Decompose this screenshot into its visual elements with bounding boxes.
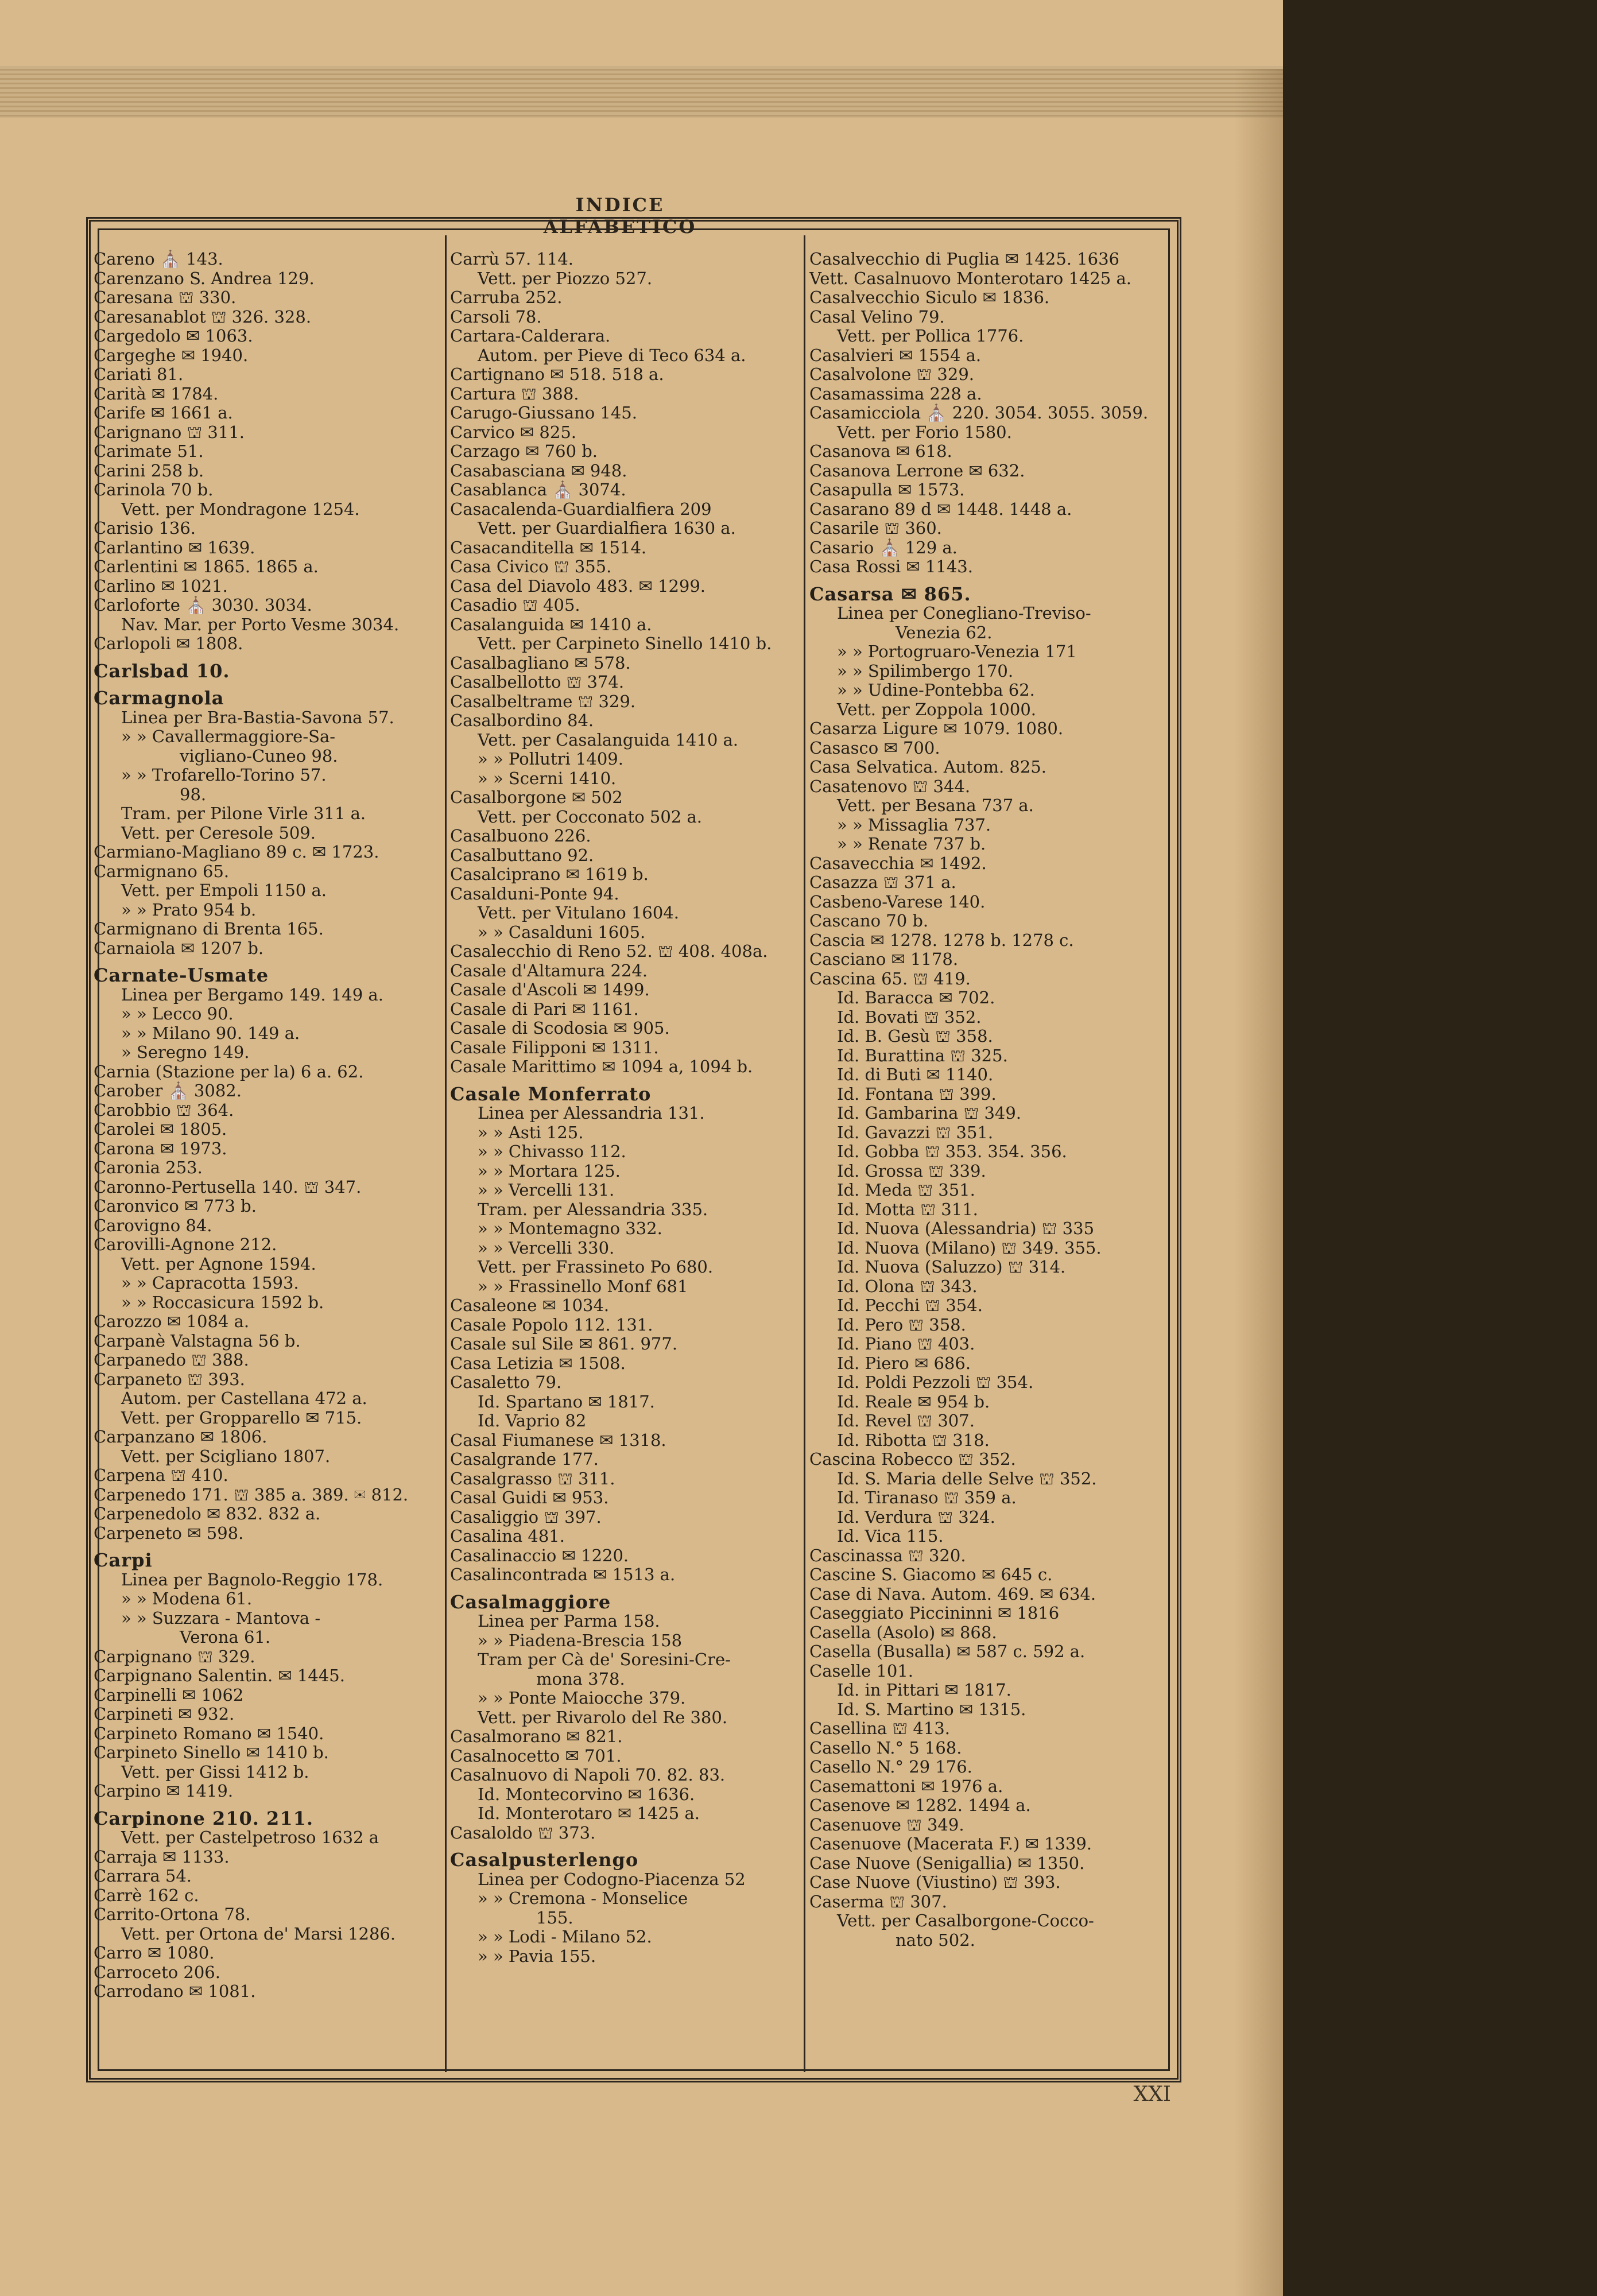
index-entry: Carpena ⛫ 410.	[94, 1466, 228, 1485]
index-entry: Id. Vaprio 82	[478, 1411, 587, 1430]
index-entry: Autom. per Pieve di Teco 634 a.	[478, 346, 746, 365]
index-entry: Carpenedo 171. ⛫ 385 a. 389. ✉ 812.	[94, 1485, 409, 1504]
index-entry: Case di Nava. Autom. 469. ✉ 634.	[809, 1584, 1096, 1604]
index-entry: Carisio 136.	[94, 519, 196, 538]
index-entry: Caronvico ✉ 773 b.	[94, 1197, 257, 1216]
index-entry: Casalincontrada ✉ 1513 a.	[450, 1565, 676, 1584]
index-entry: Cargeghe ✉ 1940.	[94, 346, 249, 365]
index-entry: Casbeno-Varese 140.	[809, 892, 986, 912]
index-entry: Cascina 65. ⛫ 419.	[809, 969, 971, 988]
index-entry: Linea per Conegliano-Treviso-	[837, 604, 1091, 623]
index-entry: Casapulla ✉ 1573.	[809, 480, 965, 499]
index-entry: Casalvecchio Siculo ✉ 1836.	[809, 288, 1050, 307]
index-entry: Carini 258 b.	[94, 461, 204, 480]
index-entry: Casadio ⛫ 405.	[450, 596, 580, 615]
index-entry: Vett. per Rivarolo del Re 380.	[478, 1708, 728, 1727]
index-entry: Cartara-Calderara.	[450, 327, 611, 346]
index-entry: Carpanè Valstagna 56 b.	[94, 1331, 301, 1351]
index-entry: Casa del Diavolo 483. ✉ 1299.	[450, 576, 706, 596]
index-entry: Tram per Cà de' Soresini-Cre-	[478, 1650, 731, 1669]
index-entry: Cartura ⛫ 388.	[450, 384, 579, 404]
index-entry: Id. Monterotaro ✉ 1425 a.	[478, 1804, 700, 1823]
index-column-3	[809, 250, 1160, 1950]
index-entry: » » Pollutri 1409.	[478, 750, 623, 769]
index-entry: Caresana ⛫ 330.	[94, 288, 237, 307]
index-entry: Carpaneto ⛫ 393.	[94, 1370, 245, 1389]
index-entry: Casasco ✉ 700.	[809, 738, 940, 758]
index-entry: Vett. per Forio 1580.	[837, 422, 1012, 442]
index-entry: Casacalenda-Guardialfiera 209	[450, 499, 712, 519]
index-entry: Casarano 89 d ✉ 1448. 1448 a.	[809, 499, 1072, 519]
index-entry: » » Lecco 90.	[121, 1004, 234, 1023]
index-entry: Id. Vica 115.	[837, 1527, 944, 1546]
index-entry: Id. Olona ⛫ 343.	[837, 1277, 978, 1296]
index-entry: Tram. per Pilone Virle 311 a.	[121, 804, 366, 823]
column-separator	[804, 235, 805, 2072]
index-entry: Carpineto Romano ✉ 1540.	[94, 1724, 324, 1743]
index-heading: Casale Monferrato	[450, 1084, 652, 1104]
index-entry: Casarza Ligure ✉ 1079. 1080.	[809, 719, 1064, 738]
index-entry: » » Scerni 1410.	[478, 769, 617, 788]
index-entry: » » Portogruaro-Venezia 171	[837, 642, 1077, 661]
index-entry: Casalnocetto ✉ 701.	[450, 1746, 622, 1766]
index-entry: Carpignano ⛫ 329.	[94, 1647, 255, 1666]
index-entry: Autom. per Castellana 472 a.	[121, 1389, 367, 1408]
index-entry: Casalbordino 84.	[450, 711, 594, 730]
index-entry: Casale Marittimo ✉ 1094 a, 1094 b.	[450, 1057, 753, 1076]
index-entry: Cascinassa ⛫ 320.	[809, 1546, 966, 1565]
index-entry: » » Cavallermaggiore-Sa-	[121, 727, 336, 746]
index-entry: Carrito-Ortona 78.	[94, 1905, 251, 1924]
index-entry: Caseggiato Piccininni ✉ 1816	[809, 1604, 1060, 1623]
index-entry: Casello N.° 5 168.	[809, 1738, 962, 1758]
index-entry: Casale d'Ascoli ✉ 1499.	[450, 980, 650, 999]
index-entry: Id. Montecorvino ✉ 1636.	[478, 1785, 695, 1804]
index-entry: Carpanedo ⛫ 388.	[94, 1351, 249, 1370]
index-entry: Id. Nuova (Milano) ⛫ 349. 355.	[837, 1238, 1102, 1258]
index-entry: » » Renate 737 b.	[837, 835, 986, 854]
index-entry: Vett. per Zoppola 1000.	[837, 700, 1036, 719]
index-entry: Id. Poldi Pezzoli ⛫ 354.	[837, 1373, 1034, 1392]
index-entry: Casemattoni ✉ 1976 a.	[809, 1777, 1003, 1796]
index-entry: Casellina ⛫ 413.	[809, 1719, 950, 1738]
index-entry: Carozzo ✉ 1084 a.	[94, 1312, 250, 1331]
index-entry: Id. Gambarina ⛫ 349.	[837, 1104, 1022, 1123]
index-entry: Carlantino ✉ 1639.	[94, 538, 255, 557]
index-entry: Carruba 252.	[450, 288, 563, 307]
index-entry: 98.	[180, 785, 207, 804]
index-entry: Carrodano ✉ 1081.	[94, 1982, 256, 2001]
index-entry: Vett. per Casalborgone-Cocco-	[837, 1911, 1094, 1930]
index-entry: Nav. Mar. per Porto Vesme 3034.	[121, 615, 400, 634]
index-entry: Id. Bovati ⛫ 352.	[837, 1007, 982, 1027]
index-entry: Cascano 70 b.	[809, 912, 929, 930]
index-entry: Cargedolo ✉ 1063.	[94, 327, 253, 346]
index-entry: Casalvecchio di Puglia ✉ 1425. 1636	[809, 250, 1120, 269]
index-entry: Carrara 54.	[94, 1867, 192, 1886]
index-entry: Casarile ⛫ 360.	[809, 519, 942, 538]
index-entry: Carinola 70 b.	[94, 480, 214, 499]
index-entry: Id. Nuova (Alessandria) ⛫ 335	[837, 1219, 1095, 1238]
index-entry: Casello N.° 29 176.	[809, 1758, 972, 1777]
index-entry: » » Prato 954 b.	[121, 900, 257, 920]
index-entry: Verona 61.	[180, 1628, 271, 1647]
index-entry: Casaliggio ⛫ 397.	[450, 1507, 602, 1527]
index-entry: Casal Fiumanese ✉ 1318.	[450, 1430, 666, 1450]
index-entry: Vett. per Agnone 1594.	[121, 1254, 316, 1274]
index-entry: Id. Gobba ⛫ 353. 354. 356.	[837, 1142, 1067, 1161]
index-entry: Casalbellotto ⛫ 374.	[450, 673, 625, 692]
index-entry: Id. Tiranaso ⛫ 359 a.	[837, 1488, 1017, 1507]
index-entry: Casalecchio di Reno 52. ⛫ 408. 408a.	[450, 942, 768, 961]
index-entry: Casalgrande 177.	[450, 1450, 599, 1469]
index-entry: Vett. per Guardialfiera 1630 a.	[478, 519, 736, 538]
index-entry: Vett. per Casalanguida 1410 a.	[478, 730, 739, 750]
index-entry: nato 502.	[896, 1930, 975, 1950]
index-entry: Casalbuttano 92.	[450, 846, 594, 865]
index-entry: Casale di Scodosia ✉ 905.	[450, 1019, 670, 1038]
index-entry: Id. Burattina ⛫ 325.	[837, 1046, 1008, 1065]
index-entry: Carità ✉ 1784.	[94, 384, 219, 404]
index-entry: Casalbuono 226.	[450, 827, 591, 846]
index-entry: Id. S. Martino ✉ 1315.	[837, 1700, 1026, 1719]
index-entry: » » Suzzara - Mantova -	[121, 1608, 321, 1628]
index-entry: Casal Guidi ✉ 953.	[450, 1488, 609, 1507]
page-number: XXI	[1133, 2082, 1171, 2106]
index-entry: 155.	[536, 1908, 573, 1927]
index-entry: » Seregno 149.	[121, 1043, 250, 1062]
index-entry: Casavecchia ✉ 1492.	[809, 854, 987, 873]
index-heading: Carpi	[94, 1551, 153, 1570]
index-entry: Casale di Pari ✉ 1161.	[450, 999, 639, 1019]
index-entry: Casa Letizia ✉ 1508.	[450, 1353, 626, 1373]
index-entry: » » Ponte Maiocche 379.	[478, 1689, 686, 1708]
index-entry: Casale sul Sile ✉ 861. 977.	[450, 1335, 678, 1353]
index-entry: Vett. per Castelpetroso 1632 a	[121, 1828, 379, 1847]
index-entry: Casalvolone ⛫ 329.	[809, 365, 974, 384]
index-column-2	[450, 250, 800, 1966]
index-entry: vigliano-Cuneo 98.	[180, 746, 338, 766]
index-entry: Carife ✉ 1661 a.	[94, 404, 233, 422]
index-entry: Carnaiola ✉ 1207 b.	[94, 938, 264, 958]
index-entry: Vett. per Ceresole 509.	[121, 823, 316, 843]
index-entry: Vett. Casalnuovo Monterotaro 1425 a.	[809, 269, 1131, 288]
index-entry: Casalanguida ✉ 1410 a.	[450, 615, 652, 634]
index-entry: Casalgrasso ⛫ 311.	[450, 1469, 615, 1488]
index-entry: Casamicciola ⛪ 220. 3054. 3055. 3059.	[809, 404, 1149, 422]
index-entry: Casalina 481.	[450, 1527, 565, 1546]
index-entry: Casario ⛪ 129 a.	[809, 538, 958, 557]
index-entry: Cascia ✉ 1278. 1278 b. 1278 c.	[809, 930, 1074, 950]
index-entry: » » Pavia 155.	[478, 1946, 596, 1966]
index-entry: Casazza ⛫ 371 a.	[809, 873, 956, 892]
index-entry: Carpenedolo ✉ 832. 832 a.	[94, 1504, 321, 1523]
stacked-page-edges	[0, 66, 1283, 118]
index-entry: Carignano ⛫ 311.	[94, 422, 245, 442]
index-entry: Linea per Bergamo 149. 149 a.	[121, 985, 383, 1004]
index-entry: » » Capracotta 1593.	[121, 1274, 299, 1293]
index-entry: Vett. per Carpineto Sinello 1410 b.	[478, 634, 772, 653]
index-entry: Casalmorano ✉ 821.	[450, 1727, 623, 1746]
index-entry: Casella (Busalla) ✉ 587 c. 592 a.	[809, 1642, 1086, 1661]
index-entry: Carugo-Giussano 145.	[450, 404, 637, 422]
index-entry: Casale Filipponi ✉ 1311.	[450, 1038, 659, 1057]
index-entry: Id. Piero ✉ 686.	[837, 1353, 971, 1373]
index-entry: Id. Piano ⛫ 403.	[837, 1335, 975, 1353]
index-entry: Carnia (Stazione per la) 6 a. 62.	[94, 1062, 364, 1081]
index-entry: Id. Grossa ⛫ 339.	[837, 1161, 986, 1181]
index-entry: Id. Meda ⛫ 351.	[837, 1181, 975, 1200]
index-entry: » » Chivasso 112.	[478, 1142, 626, 1161]
index-entry: » » Frassinello Monf 681	[478, 1277, 688, 1296]
index-entry: Id. di Buti ✉ 1140.	[837, 1065, 994, 1084]
index-entry: » » Udine-Pontebba 62.	[837, 681, 1035, 700]
index-heading: Carlsbad 10.	[94, 661, 230, 681]
index-entry: Carsoli 78.	[450, 307, 542, 327]
index-entry: Vett. per Scigliano 1807.	[121, 1446, 331, 1466]
index-entry: Casablanca ⛪ 3074.	[450, 480, 626, 499]
index-entry: mona 378.	[536, 1669, 625, 1689]
index-entry: Carpeneto ✉ 598.	[94, 1523, 244, 1543]
index-entry: » » Asti 125.	[478, 1123, 584, 1142]
index-entry: Casaleone ✉ 1034.	[450, 1296, 610, 1315]
index-entry: Casal Velino 79.	[809, 307, 945, 327]
index-entry: Casacanditella ✉ 1514.	[450, 538, 647, 557]
index-entry: Carmiano-Magliano 89 c. ✉ 1723.	[94, 843, 379, 862]
index-entry: Id. Verdura ⛫ 324.	[837, 1507, 995, 1527]
index-entry: Carrù 57. 114.	[450, 250, 574, 269]
index-column-1	[94, 250, 444, 2002]
index-entry: Cascine S. Giacomo ✉ 645 c.	[809, 1565, 1053, 1584]
index-entry: Id. Nuova (Saluzzo) ⛫ 314.	[837, 1258, 1066, 1277]
index-entry: Careno ⛪ 143.	[94, 250, 223, 269]
index-entry: Vett. per Cocconato 502 a.	[478, 807, 702, 827]
index-entry: Carobbio ⛫ 364.	[94, 1100, 234, 1120]
index-entry: Id. Pero ⛫ 358.	[837, 1315, 966, 1335]
index-entry: » » Piadena-Brescia 158	[478, 1631, 683, 1650]
index-entry: Caresanablot ⛫ 326. 328.	[94, 307, 312, 327]
index-entry: Tram. per Alessandria 335.	[478, 1200, 708, 1219]
index-heading: Casalmaggiore	[450, 1592, 611, 1612]
index-entry: Linea per Bra-Bastia-Savona 57.	[121, 708, 394, 727]
index-heading: Carnate-Usmate	[94, 966, 269, 986]
index-entry: Id. Motta ⛫ 311.	[837, 1200, 978, 1219]
index-entry: Casamassima 228 a.	[809, 384, 982, 404]
index-entry: Id. Pecchi ⛫ 354.	[837, 1296, 983, 1315]
index-entry: Casalbeltrame ⛫ 329.	[450, 692, 636, 711]
index-entry: Id. Baracca ✉ 702.	[837, 988, 995, 1007]
index-entry: Id. in Pittari ✉ 1817.	[837, 1681, 1011, 1700]
index-entry: Carzago ✉ 760 b.	[450, 442, 598, 461]
index-entry: Vett. per Piozzo 527.	[478, 269, 653, 288]
index-entry: Casabasciana ✉ 948.	[450, 461, 627, 480]
index-entry: Vett. per Gissi 1412 b.	[121, 1762, 309, 1782]
page-header: INDICE ALFABETICO	[543, 194, 697, 238]
index-entry: Carlentini ✉ 1865. 1865 a.	[94, 557, 319, 576]
index-entry: Carlopoli ✉ 1808.	[94, 634, 243, 653]
index-entry: » » Vercelli 330.	[478, 1238, 615, 1258]
index-entry: Id. B. Gesù ⛫ 358.	[837, 1027, 993, 1046]
index-entry: Carona ✉ 1973.	[94, 1139, 227, 1158]
index-entry: Carpanzano ✉ 1806.	[94, 1428, 268, 1446]
index-heading: Casarsa ✉ 865.	[809, 584, 971, 604]
page-gutter-shadow	[1234, 69, 1283, 2296]
index-entry: Casalduni-Ponte 94.	[450, 884, 619, 903]
index-entry: Carmignano di Brenta 165.	[94, 920, 324, 938]
index-entry: Linea per Bagnolo-Reggio 178.	[121, 1570, 383, 1589]
index-entry: Carpino ✉ 1419.	[94, 1782, 234, 1801]
index-entry: Cariati 81.	[94, 365, 184, 384]
index-entry: Casale Popolo 112. 131.	[450, 1315, 653, 1335]
index-entry: Casenuove (Macerata F.) ✉ 1339.	[809, 1835, 1092, 1853]
index-entry: Casatenovo ⛫ 344.	[809, 777, 971, 796]
index-entry: Vett. per Ortona de' Marsi 1286.	[121, 1924, 396, 1944]
index-entry: » » Vercelli 131.	[478, 1181, 615, 1200]
index-entry: Vett. per Mondragone 1254.	[121, 499, 360, 519]
index-entry: Id. Spartano ✉ 1817.	[478, 1392, 655, 1411]
index-entry: Casalinaccio ✉ 1220.	[450, 1546, 629, 1565]
index-entry: Carenzano S. Andrea 129.	[94, 269, 315, 288]
index-entry: Carlino ✉ 1021.	[94, 576, 228, 596]
index-entry: Carloforte ⛪ 3030. 3034.	[94, 596, 312, 615]
index-heading: Carpinone 210. 211.	[94, 1809, 313, 1828]
index-entry: Vett. per Empoli 1150 a.	[121, 881, 327, 900]
index-entry: Casa Rossi ✉ 1143.	[809, 557, 973, 576]
index-entry: » » Mortara 125.	[478, 1161, 621, 1181]
column-separator	[445, 235, 447, 2072]
index-entry: Carroceto 206.	[94, 1963, 220, 1982]
index-entry: Vett. per Pollica 1776.	[837, 327, 1024, 346]
index-entry: Casale d'Altamura 224.	[450, 961, 648, 980]
index-entry: Carvico ✉ 825.	[450, 422, 577, 442]
index-entry: Carovigno 84.	[94, 1216, 212, 1235]
index-entry: Id. Revel ⛫ 307.	[837, 1411, 975, 1430]
index-entry: Linea per Alessandria 131.	[478, 1104, 705, 1123]
index-entry: Casella (Asolo) ✉ 868.	[809, 1623, 997, 1642]
index-entry: Caserma ⛫ 307.	[809, 1892, 947, 1911]
index-entry: Linea per Codogno-Piacenza 52	[478, 1870, 746, 1889]
index-entry: Carober ⛪ 3082.	[94, 1081, 242, 1100]
index-entry: Id. Gavazzi ⛫ 351.	[837, 1123, 994, 1142]
index-entry: » » Montemagno 332.	[478, 1219, 662, 1238]
index-entry: » » Roccasicura 1592 b.	[121, 1293, 324, 1312]
index-entry: Vett. per Gropparello ✉ 715.	[121, 1408, 362, 1428]
index-entry: Carpineto Sinello ✉ 1410 b.	[94, 1743, 329, 1762]
index-entry: Id. Ribotta ⛫ 318.	[837, 1430, 990, 1450]
index-entry: Casanova ✉ 618.	[809, 442, 952, 461]
index-entry: Casalnuovo di Napoli 70. 82. 83.	[450, 1766, 726, 1785]
index-heading: Carmagnola	[94, 689, 224, 708]
index-entry: Casanova Lerrone ✉ 632.	[809, 461, 1025, 480]
index-entry: Carro ✉ 1080.	[94, 1944, 215, 1963]
index-entry: Casaloldo ⛫ 373.	[450, 1823, 596, 1843]
index-entry: Carmignano 65.	[94, 862, 230, 881]
index-entry: » » Modena 61.	[121, 1589, 253, 1608]
index-entry: Casa Selvatica. Autom. 825.	[809, 758, 1046, 777]
index-entry: Id. S. Maria delle Selve ⛫ 352.	[837, 1469, 1097, 1488]
index-entry: » » Lodi - Milano 52.	[478, 1927, 652, 1946]
index-entry: Linea per Parma 158.	[478, 1612, 660, 1631]
index-entry: Id. Fontana ⛫ 399.	[837, 1084, 997, 1104]
index-entry: » » Casalduni 1605.	[478, 922, 646, 942]
index-entry: Venezia 62.	[896, 623, 993, 642]
background-dark	[1283, 0, 1597, 2296]
index-entry: Caronia 253.	[94, 1158, 203, 1177]
index-entry: Carrè 162 c.	[94, 1886, 199, 1905]
index-entry: Vett. per Frassineto Po 680.	[478, 1258, 714, 1277]
index-entry: Casciano ✉ 1178.	[809, 950, 959, 969]
index-entry: Casalvieri ✉ 1554 a.	[809, 346, 982, 365]
index-entry: Caselle 101.	[809, 1661, 914, 1681]
index-entry: » » Cremona - Monselice	[478, 1889, 688, 1908]
index-entry: Carpignano Salentin. ✉ 1445.	[94, 1666, 345, 1685]
index-entry: Vett. per Vitulano 1604.	[478, 903, 679, 922]
index-entry: Vett. per Besana 737 a.	[837, 796, 1034, 815]
index-entry: Casa Civico ⛫ 355.	[450, 557, 612, 576]
index-entry: Cascina Robecco ⛫ 352.	[809, 1450, 1016, 1469]
index-entry: Carimate 51.	[94, 442, 204, 461]
index-entry: Cartignano ✉ 518. 518 a.	[450, 365, 664, 384]
index-entry: Id. Reale ✉ 954 b.	[837, 1392, 990, 1411]
index-heading: Casalpusterlengo	[450, 1851, 639, 1870]
index-entry: Casaletto 79.	[450, 1373, 562, 1392]
index-entry: Carpineti ✉ 932.	[94, 1705, 235, 1724]
index-entry: Case Nuove (Senigallia) ✉ 1350.	[809, 1853, 1085, 1873]
index-entry: Carpinelli ✉ 1062	[94, 1685, 244, 1705]
index-entry: » » Spilimbergo 170.	[837, 661, 1014, 681]
index-entry: » » Trofarello-Torino 57.	[121, 766, 327, 785]
index-entry: » » Missaglia 737.	[837, 815, 991, 835]
index-entry: » » Milano 90. 149 a.	[121, 1023, 300, 1043]
index-entry: Casenuove ⛫ 349.	[809, 1815, 964, 1835]
index-entry: Casalborgone ✉ 502	[450, 788, 623, 807]
index-entry: Casalbagliano ✉ 578.	[450, 653, 631, 673]
index-entry: Carraja ✉ 1133.	[94, 1847, 230, 1867]
index-entry: Carovilli-Agnone 212.	[94, 1235, 277, 1254]
index-entry: Caronno-Pertusella 140. ⛫ 347.	[94, 1177, 362, 1197]
index-entry: Carolei ✉ 1805.	[94, 1120, 227, 1139]
index-entry: Case Nuove (Viustino) ⛫ 393.	[809, 1873, 1061, 1892]
index-entry: Casalciprano ✉ 1619 b.	[450, 865, 649, 884]
index-entry: Casenove ✉ 1282. 1494 a.	[809, 1796, 1031, 1815]
